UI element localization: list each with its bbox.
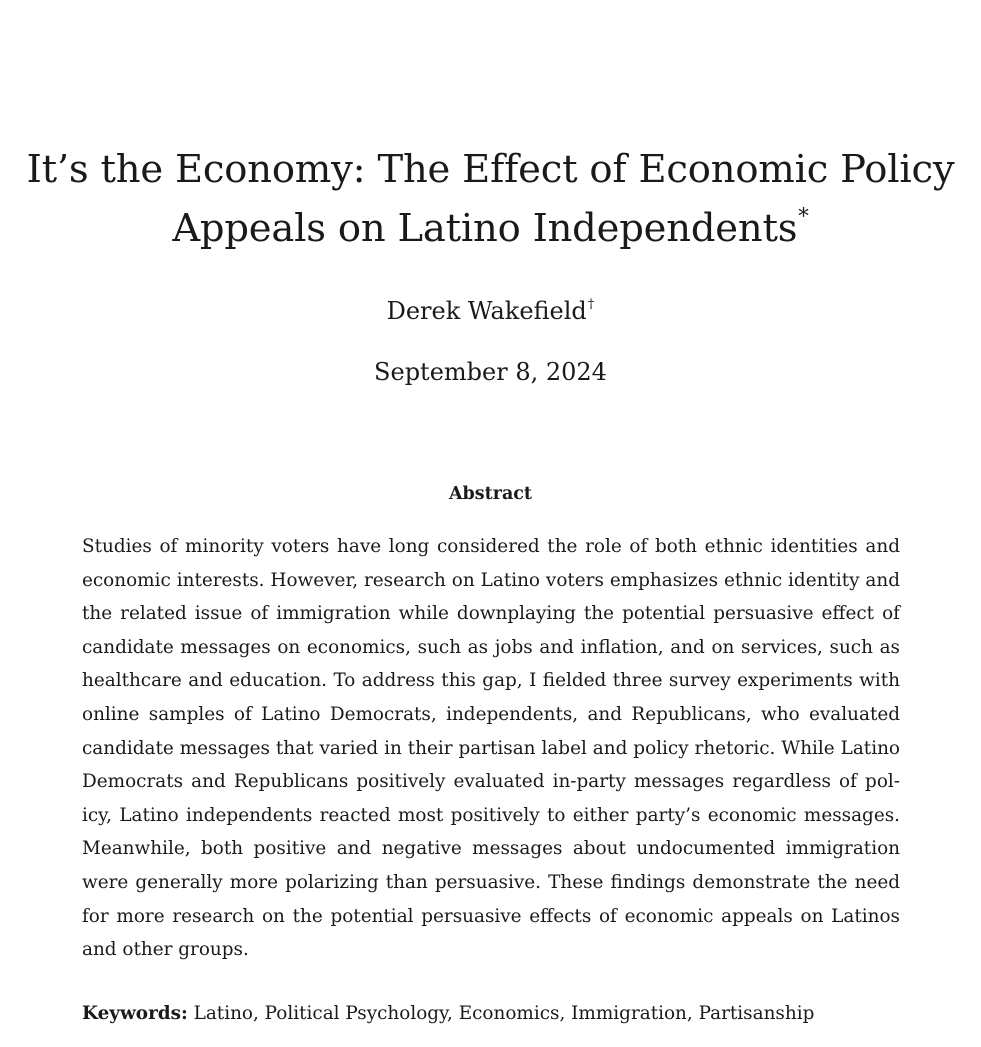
- abstract-line: economic interests. However, research on Latino voters emphasizes ethnic identity and: [82, 569, 900, 591]
- paper-title: [20, 140, 961, 263]
- abstract-line: healthcare and education. To address this gap, I fielded three survey experiments with: [82, 670, 900, 692]
- keywords-label: Keywords:: [82, 1003, 188, 1024]
- abstract-heading: Abstract: [448, 484, 533, 504]
- paper-title-line-2: Appeals on Latino Independents: [172, 206, 798, 251]
- keywords-text: Latino, Political Psychology, Economics, Immigration, Partisanship: [193, 1003, 815, 1024]
- abstract-line: Meanwhile, both positive and negative messages about undocumented immigration: [82, 838, 900, 860]
- abstract-line: candidate messages on economics, such as jobs and inflation, and on services, such as: [82, 636, 900, 658]
- abstract-line: were generally more polarizing than persuasive. These findings demonstrate the need: [82, 871, 900, 893]
- abstract-line: candidate messages that varied in their partisan label and policy rhetoric. While Latino: [82, 737, 900, 759]
- author-name: [0, 294, 981, 333]
- abstract-line: online samples of Latino Democrats, independents, and Republicans, who evaluated: [82, 703, 900, 725]
- abstract-body: [82, 530, 900, 967]
- title-footnote-mark: *: [798, 203, 809, 229]
- author-footnote-mark: †: [587, 296, 595, 312]
- abstract-line: icy, Latino independents reacted most positively to either party’s economic messages.: [82, 804, 900, 826]
- author-name-text: Derek Wakefield: [386, 297, 587, 325]
- abstract-line: Studies of minority voters have long considered the role of both ethnic identities and: [82, 536, 900, 557]
- publication-date: September 8, 2024: [374, 358, 607, 386]
- abstract-line: Democrats and Republicans positively evaluated in-party messages regardless of pol-: [82, 771, 900, 793]
- abstract-line: and other groups.: [82, 939, 249, 961]
- keywords: [82, 999, 900, 1029]
- abstract-line: for more research on the potential persuasive effects of economic appeals on Latinos: [82, 905, 900, 927]
- paper-title-line-1: It’s the Economy: The Effect of Economic Policy: [26, 147, 955, 192]
- abstract-line: the related issue of immigration while downplaying the potential persuasive effect of: [82, 603, 900, 625]
